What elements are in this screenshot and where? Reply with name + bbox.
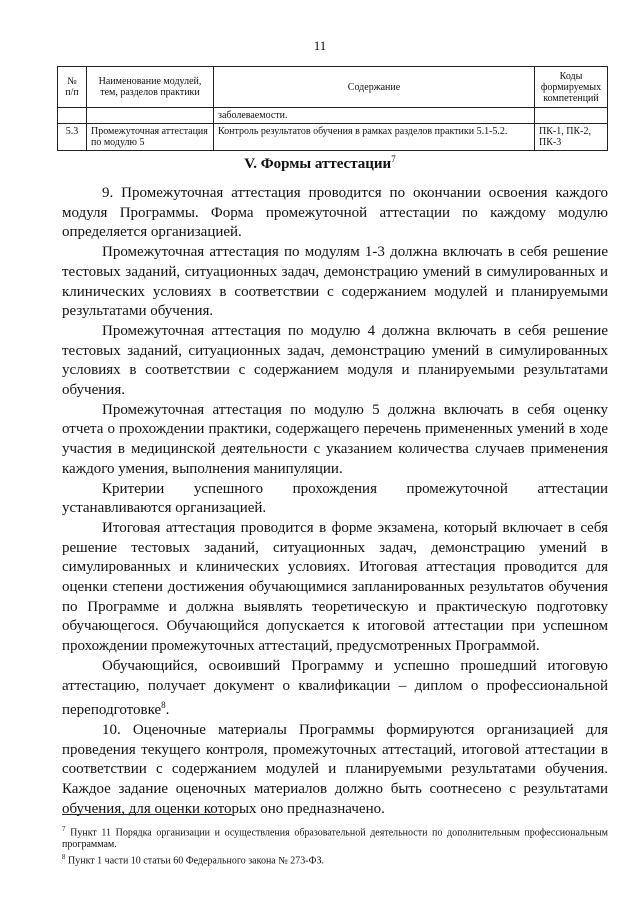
footnote-text: Пункт 1 части 10 статьи 60 Федерального закона № 273-ФЗ.	[65, 855, 325, 867]
footnotes	[62, 823, 608, 868]
footnote-ref-8[interactable]: 8	[161, 700, 166, 711]
header-codes: Коды формируемых компетенций	[535, 67, 608, 108]
paragraph: Промежуточная аттестация по модулю 4 должна включать в себя решение тестовых заданий, ситуационных задач, демонстрацию умений в симулированных условиях в соответствии с содержанием модуля и планируемыми результатами обучения.	[62, 322, 608, 399]
paragraph: 9. Промежуточная аттестация проводится по окончании освоения каждого модуля Программы. Форма промежуточной аттестации по каждому модулю определяется организацией.	[62, 185, 608, 241]
table-row	[58, 108, 608, 124]
paragraph-text: Обучающийся, освоивший Программу и успешно прошедший итоговую аттестацию, получает документ о квалификации – диплом о профессиональной переподготовке	[62, 657, 608, 719]
cell-name	[87, 108, 214, 124]
cell-codes: ПК-1, ПК-2, ПК-3	[535, 124, 608, 151]
paragraph	[62, 657, 608, 721]
cell-num: 5.3	[58, 124, 87, 151]
footnote-marker: 7	[62, 825, 66, 833]
section-title	[0, 154, 640, 173]
footnote-ref-7[interactable]: 7	[391, 154, 396, 164]
footnote-marker: 8	[62, 853, 66, 862]
paragraph: 10. Оценочные материалы Программы формируются организацией для проведения текущего контроля, промежуточных аттестаций, итоговой аттестации в соответствии с содержанием модулей и планируемыми результатами обучения. Каждое задание оценочных материалов должно быть соотнесено с результатами обучения, для оценки которых оно предназначено.	[62, 721, 608, 817]
curriculum-table	[57, 66, 608, 151]
paragraph: Промежуточная аттестация по модулю 5 должна включать в себя оценку отчета о прохождении практики, содержащего перечень примененных умений в ходе участия в медицинской деятельности с указанием количества случаев применения каждого умения, выполнения манипуляции.	[62, 401, 608, 477]
paragraph-end: .	[165, 702, 170, 719]
section-title-text: V. Формы аттестации	[244, 156, 392, 172]
page-number: 11	[313, 38, 327, 53]
header-num: № п/п	[58, 67, 87, 108]
header-name: Наименование модулей, тем, разделов практики	[87, 67, 214, 108]
cell-name: Промежуточная аттестация по модулю 5	[87, 124, 214, 151]
cell-num	[58, 108, 87, 124]
paragraph: Итоговая аттестация проводится в форме экзамена, который включает в себя решение тестовых заданий, ситуационных задач, демонстрацию умений в симулированных и клинических условиях. Итоговая аттестация проводится для оценки степени достижения обучающимися запланированных результатов обучения по Программе и должна выявлять теоретическую и практическую подготовку обучающегося. Обучающийся допускается к итоговой аттестации при успешном прохождении промежуточных аттестаций, предусмотренных Программой.	[62, 519, 608, 655]
cell-codes	[535, 108, 608, 124]
table-row	[58, 124, 608, 151]
header-content: Содержание	[214, 67, 535, 108]
footnote-divider	[62, 814, 232, 815]
body-text	[62, 184, 608, 820]
footnote-8	[62, 851, 608, 867]
cell-content: заболеваемости.	[214, 108, 535, 124]
footnote-text: Пункт 11 Порядка организации и осуществления образовательной деятельности по дополнительным профессиональным программам.	[62, 827, 608, 851]
cell-content: Контроль результатов обучения в рамках разделов практики 5.1-5.2.	[214, 124, 535, 151]
paragraph: Промежуточная аттестация по модулям 1-3 должна включать в себя решение тестовых заданий, ситуационных задач, демонстрацию умений в симулированных и клинических условиях в соответствии с содержанием модулей и планируемыми результатами обучения.	[62, 244, 608, 320]
paragraph: Критерии успешного прохождения промежуточной аттестации устанавливаются организацией.	[62, 480, 608, 517]
footnote-7	[62, 823, 608, 851]
table-header-row	[58, 67, 608, 108]
